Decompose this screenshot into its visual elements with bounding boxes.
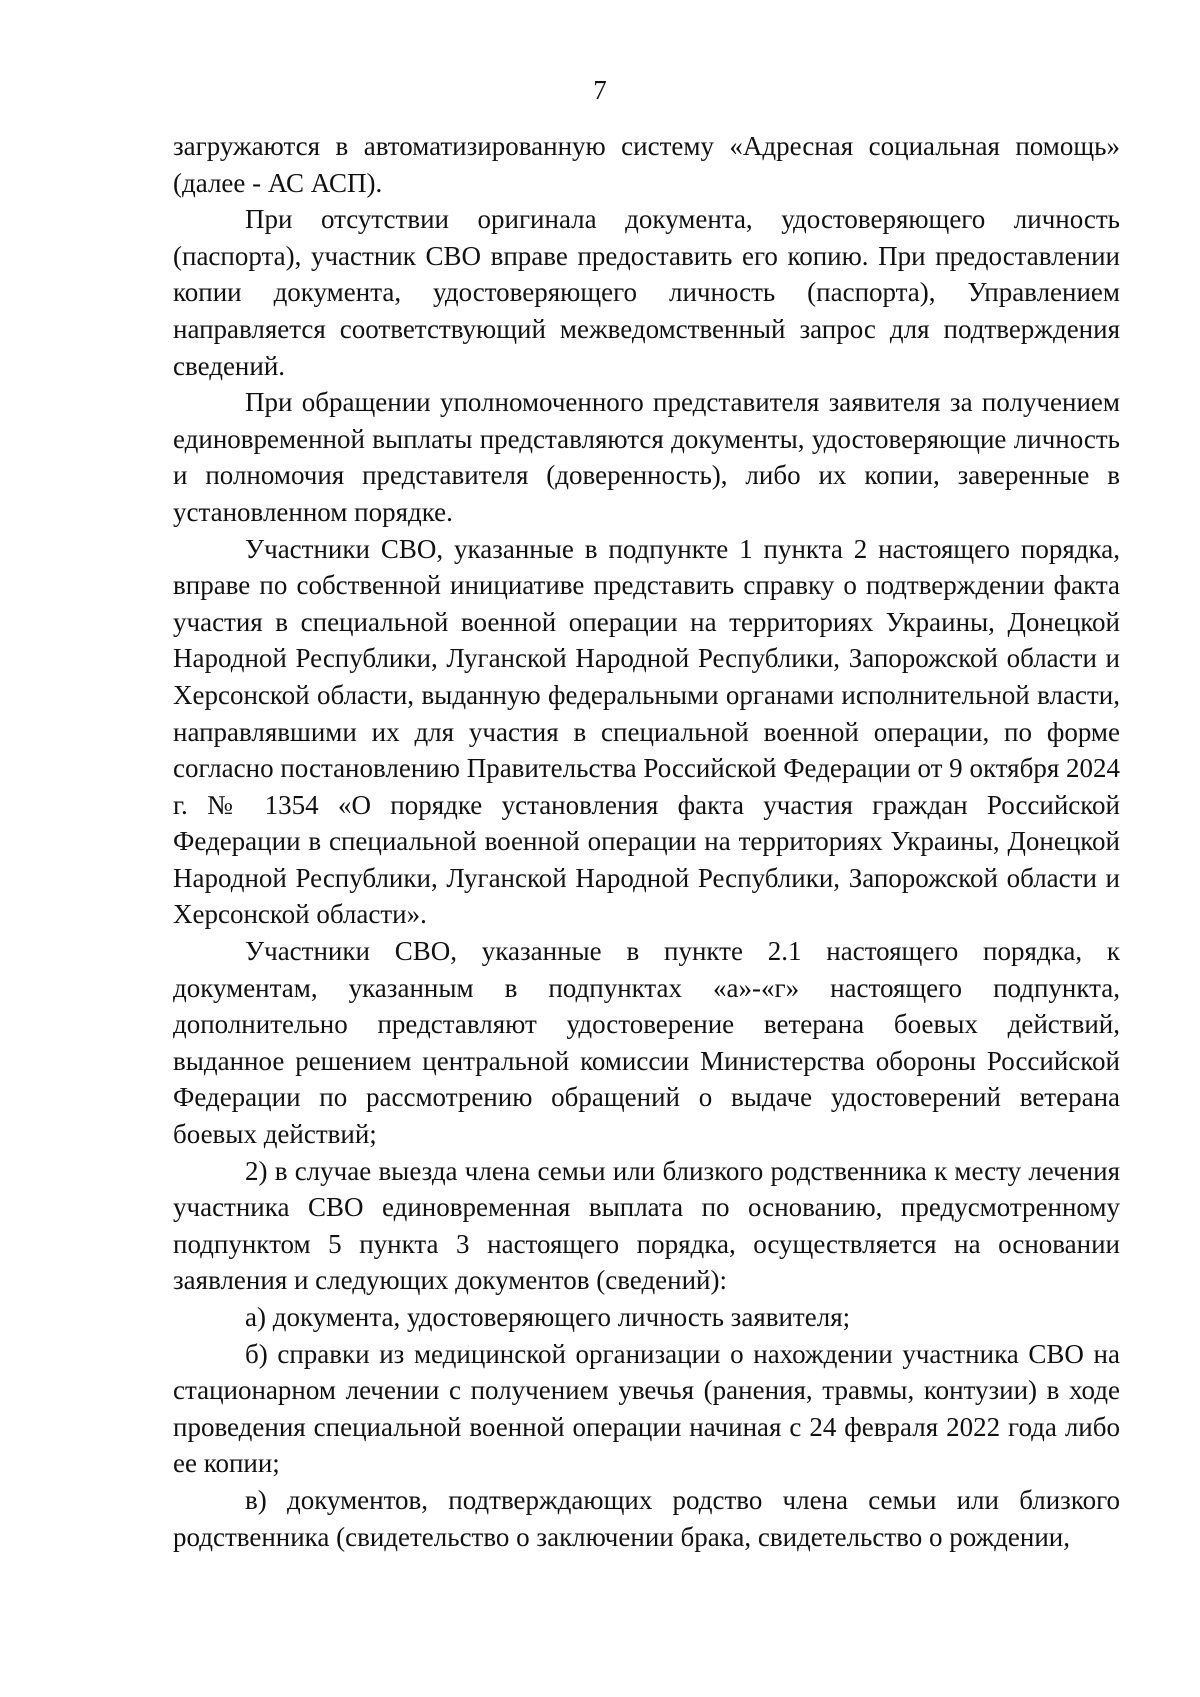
paragraph-representative: При обращении уполномоченного представителя заявителя за получением единовременной выплаты представляются документы, удостоверяющие личность и полномочия представителя (доверенность), либо их копии, заверенные в установленном порядке. <box>173 387 1120 527</box>
document-body <box>173 128 1120 1555</box>
paragraph-veteran-certificate: Участники СВО, указанные в пункте 2.1 настоящего порядка, к документам, указанным в подпунктах «а»-«г» настоящего подпункта, дополнительно представляют удостоверение ветерана боевых действий, выданное решением центральной комиссии Министерства обороны Российской Федерации по рассмотрению обращений о выдаче удостоверений ветерана боевых действий; <box>173 936 1120 1150</box>
paragraph-passport-copy: При отсутствии оригинала документа, удостоверяющего личность (паспорта), участник СВО вправе предоставить его копию. При предоставлении копии документа, удостоверяющего личность (паспорта), Управлением направляется соответствующий межведомственный запрос для подтверждения сведений. <box>173 204 1120 381</box>
paragraph-item-2c: в) документов, подтверждающих родство члена семьи или близкого родственника (свидетельство о заключении брака, свидетельство о рождении, <box>173 1484 1120 1552</box>
paragraph-participation-certificate: Участники СВО, указанные в подпункте 1 пункта 2 настоящего порядка, вправе по собственной инициативе представить справку о подтверждении факта участия в специальной военной операции на территориях Украины, Донецкой Народной Республики, Луганской Народной Республики, Запорожской области и Херсонской области, выданную федеральными органами исполнительной власти, направлявшими их для участия в специальной военной операции, по форме согласно постановлению Правительства Российской Федерации от 9 октября 2024 г. № 1354 «О порядке установления факта участия граждан Российской Федерации в специальной военной операции на территориях Украины, Донецкой Народной Республики, Луганской Народной Республики, Запорожской области и Херсонской области». <box>173 533 1120 930</box>
paragraph-continuation: загружаются в автоматизированную систему «Адресная социальная помощь» (далее - АС АСП). <box>173 131 1120 198</box>
paragraph-item-2a: а) документа, удостоверяющего личность заявителя; <box>245 1302 851 1332</box>
paragraph-item-2b: б) справки из медицинской организации о нахождении участника СВО на стационарном лечении с получением увечья (ранения, травмы, контузии) в ходе проведения специальной военной операции начиная с 24 февраля 2022 года либо ее копии; <box>173 1338 1120 1479</box>
paragraph-item-2: 2) в случае выезда члена семьи или близкого родственника к месту лечения участника СВО единовременная выплата по основанию, предусмотренному подпунктом 5 пункта 3 настоящего порядка, осуществляется на основании заявления и следующих документов (сведений): <box>173 1155 1120 1296</box>
page-number: 7 <box>593 75 607 105</box>
